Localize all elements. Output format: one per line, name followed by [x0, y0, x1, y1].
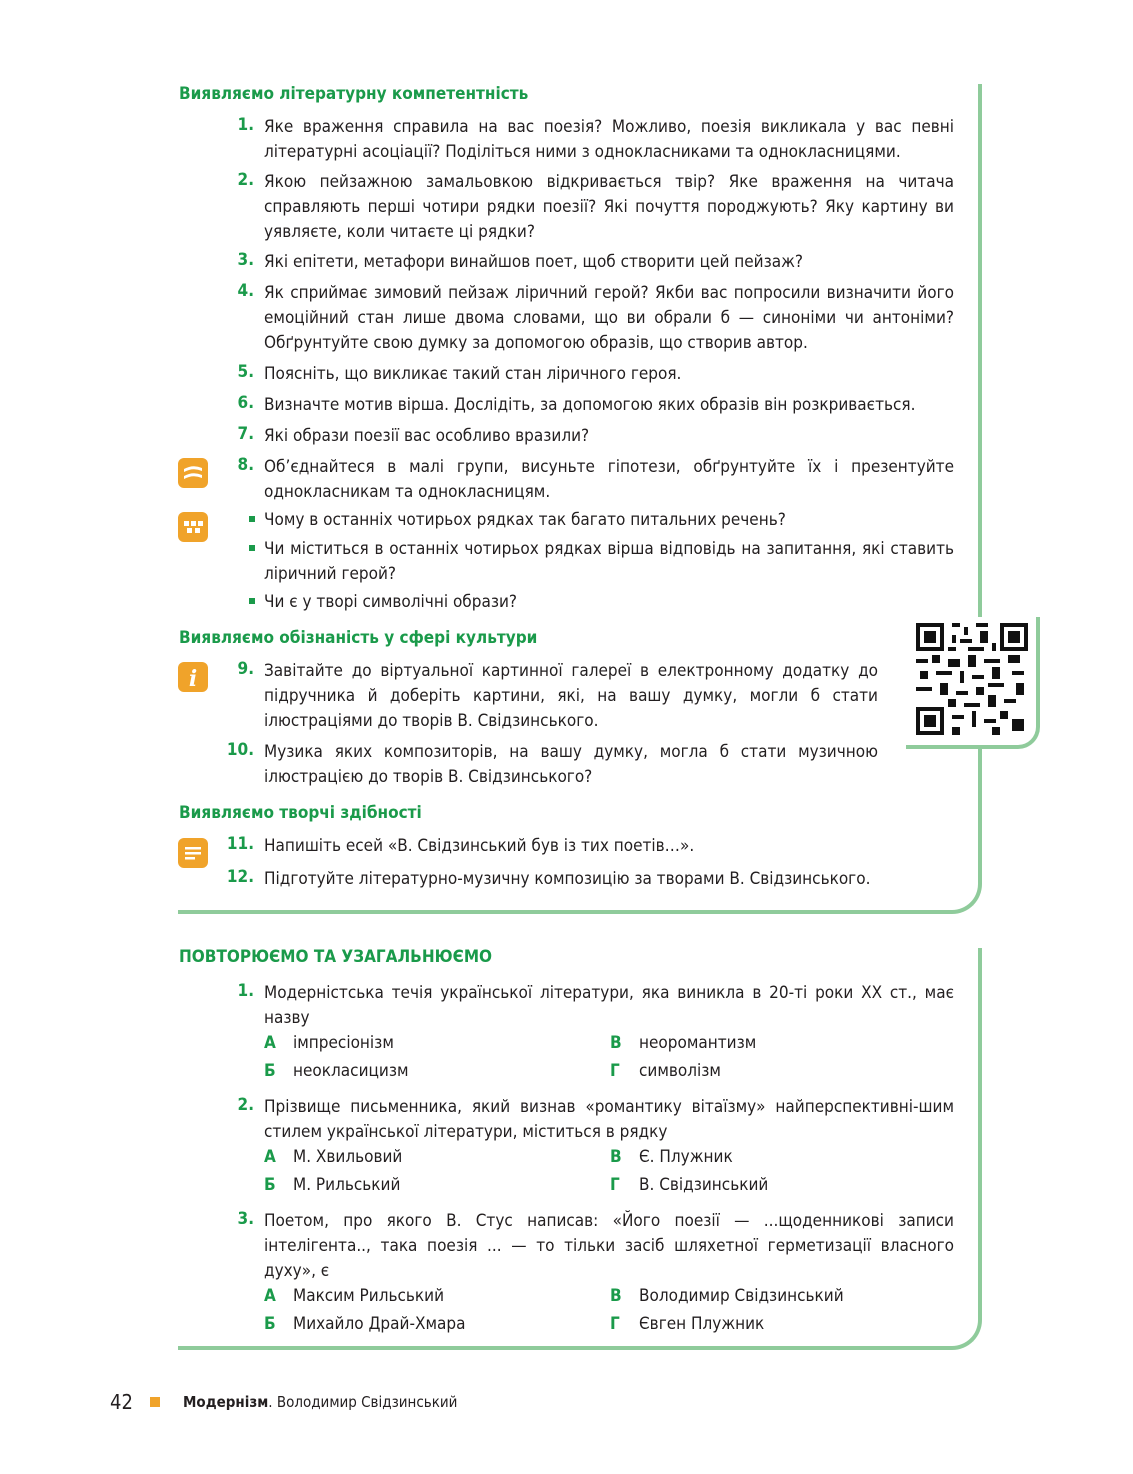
qr-code-frame: [906, 617, 1040, 749]
pair-work-icon: [178, 512, 208, 542]
question-number: 2.: [237, 1095, 254, 1115]
option-text[interactable]: Є. Плужник: [639, 1147, 733, 1167]
footer-separator: .: [268, 1393, 277, 1411]
option-text[interactable]: М. Хвильовий: [293, 1147, 403, 1167]
footer-subtitle: Володимир Свідзинський: [276, 1393, 458, 1411]
option-letter: В: [610, 1286, 622, 1306]
running-footer: [183, 1393, 457, 1411]
bullet-text: Чи міститься в останніх чотирьох рядках вірша відповідь на запитання, які ставить ліричний герой?: [264, 539, 954, 584]
question-text: Поетом, про якого В. Стус написав: «Його поезії — ...щоденникові записи інтелігента.., така поезія ... — то тільки засіб шляхетної герметизації власного духу», є: [264, 1211, 954, 1281]
question-text: Модерністська течія української літератури, яка виникла в 20-ті роки XX ст., має назву: [264, 983, 954, 1028]
question-text: Поясніть, що викликає такий стан ліричного героя.: [264, 364, 682, 384]
question-number: 1.: [237, 981, 254, 1001]
option-text[interactable]: В. Свідзинський: [639, 1175, 769, 1195]
option-text[interactable]: Володимир Свідзинський: [639, 1286, 844, 1306]
question-number: 1.: [237, 115, 254, 135]
bullet-marker: [249, 545, 255, 551]
question-text: Які образи поезії вас особливо вразили?: [264, 426, 590, 446]
svg-text:i: i: [188, 666, 198, 692]
bullet-marker: [249, 516, 255, 522]
question-number: 7.: [237, 424, 254, 444]
question-text: Які епітети, метафори винайшов поет, щоб створити цей пейзаж?: [264, 252, 803, 272]
option-text[interactable]: неокласицизм: [293, 1061, 409, 1081]
question-text: Підготуйте літературно-музичну композицію за творами В. Свідзинського.: [264, 869, 871, 889]
question-text: Якою пейзажною замальовкою відкривається твір? Яке враження на читача справляють перші чотири рядки поезії? Які почуття породжують? Яку картину ви уявляєте, коли читаєте ці рядки?: [264, 172, 954, 242]
question-number: 6.: [237, 393, 254, 413]
question-text: Як сприймає зимовий пейзаж ліричний герой? Якби вас попросили визначити його емоційний стан лише двома словами, що ви обрали б — синоніми чи антоніми? Обґрунтуйте свою думку за допомогою образів, що створив автор.: [264, 283, 954, 353]
option-letter: Г: [610, 1314, 620, 1334]
option-letter: В: [610, 1033, 622, 1053]
option-text[interactable]: Євген Плужник: [639, 1314, 765, 1334]
info-icon: [178, 662, 208, 692]
question-text: Визначте мотив вірша. Дослідіть, за допомогою яких образів він розкривається.: [264, 395, 916, 415]
question-text: Завітайте до віртуальної картинної галереї в електронному додатку до підручника й доберіть картини, які, на вашу думку, могли б стати ілюстраціями до творів В. Свідзинського.: [264, 661, 878, 731]
question-number: 3.: [237, 250, 254, 270]
qr-code[interactable]: [916, 623, 1028, 735]
writing-icon: [178, 838, 208, 868]
option-letter: Б: [264, 1175, 276, 1195]
option-letter: А: [264, 1147, 276, 1167]
question-number: 4.: [237, 281, 254, 301]
option-text[interactable]: імпресіонізм: [293, 1033, 394, 1053]
bullet-marker: [249, 598, 255, 604]
question-number: 5.: [237, 362, 254, 382]
page-number: 42: [110, 1390, 133, 1414]
option-letter: А: [264, 1286, 276, 1306]
question-number: 9.: [237, 659, 254, 679]
section-title-literary: Виявляємо літературну компетентність: [179, 84, 529, 104]
question-number: 2.: [237, 170, 254, 190]
group-work-icon: [178, 458, 208, 488]
question-number: 8.: [237, 455, 254, 475]
question-text: Яке враження справила на вас поезія? Можливо, поезія викликала у вас певні літературні асоціації? Поділіться ними з однокласниками та однокласницями.: [264, 117, 954, 162]
bullet-text: Чому в останніх чотирьох рядках так багато питальних речень?: [264, 510, 786, 530]
footer-chapter: Модернізм: [183, 1393, 269, 1411]
option-letter: Г: [610, 1175, 620, 1195]
section-title-review: ПОВТОРЮЄМО ТА УЗАГАЛЬНЮЄМО: [179, 947, 493, 967]
option-letter: Б: [264, 1061, 276, 1081]
option-text[interactable]: неоромантизм: [639, 1033, 757, 1053]
section-title-creative: Виявляємо творчі здібності: [179, 803, 422, 823]
question-number: 3.: [237, 1209, 254, 1229]
section-title-culture: Виявляємо обізнаність у сфері культури: [179, 628, 538, 648]
question-number: 11.: [226, 834, 254, 854]
option-text[interactable]: Максим Рильський: [293, 1286, 445, 1306]
question-number: 10.: [226, 740, 254, 760]
option-letter: А: [264, 1033, 276, 1053]
option-letter: Г: [610, 1061, 620, 1081]
question-text: Прізвище письменника, який визнав «романтику вітаїзму» найперспективні-шим стилем української літератури, міститься в рядку: [264, 1097, 954, 1142]
option-letter: Б: [264, 1314, 276, 1334]
option-text[interactable]: М. Рильський: [293, 1175, 401, 1195]
option-text[interactable]: Михайло Драй-Хмара: [293, 1314, 466, 1334]
question-text: Об’єднайтеся в малі групи, висуньте гіпотези, обґрунтуйте їх і презентуйте однокласникам та однокласницям.: [264, 457, 954, 502]
question-text: Напишіть есей «В. Свідзинський був із тих поетів…».: [264, 836, 695, 856]
footer-marker: [150, 1397, 160, 1407]
option-letter: В: [610, 1147, 622, 1167]
bullet-text: Чи є у творі символічні образи?: [264, 592, 518, 612]
question-number: 12.: [226, 867, 254, 887]
option-text[interactable]: символізм: [639, 1061, 721, 1081]
question-text: Музика яких композиторів, на вашу думку, могла б стати музичною ілюстрацією до творів В. Свідзинського?: [264, 742, 878, 787]
